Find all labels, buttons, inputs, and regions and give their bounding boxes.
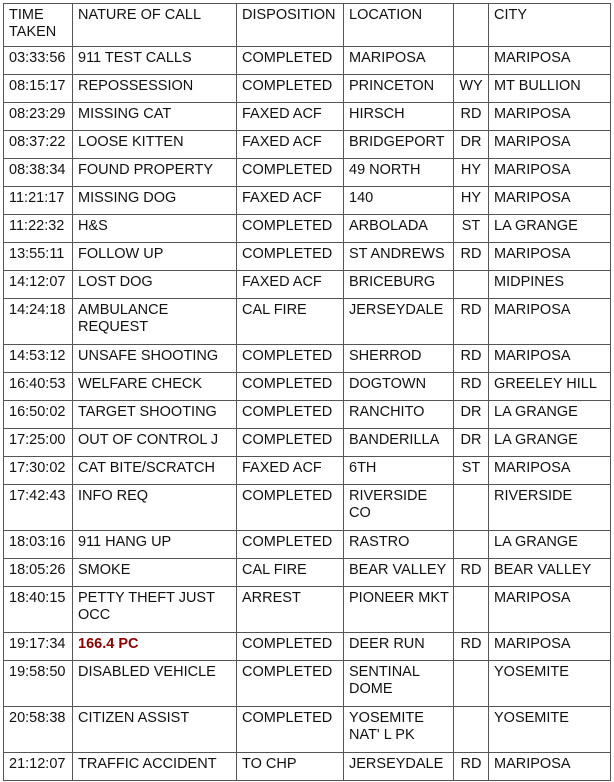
suffix-cell: RD (454, 633, 489, 661)
disposition-cell: COMPLETED (237, 707, 344, 753)
suffix-cell: RD (454, 345, 489, 373)
location-cell: BRICEBURG (344, 271, 454, 299)
nature-of-call-cell: AMBULANCE REQUEST (73, 299, 237, 345)
location-cell: PRINCETON (344, 75, 454, 103)
suffix-cell: DR (454, 401, 489, 429)
location-cell: HIRSCH (344, 103, 454, 131)
city-cell: YOSEMITE (489, 707, 611, 753)
disposition-cell: COMPLETED (237, 215, 344, 243)
disposition-cell: COMPLETED (237, 47, 344, 75)
table-row (4, 187, 611, 215)
nature-of-call-cell: LOST DOG (73, 271, 237, 299)
suffix-cell (454, 531, 489, 559)
time-cell: 19:17:34 (4, 633, 73, 661)
nature-of-call-cell: 911 TEST CALLS (73, 47, 237, 75)
disposition-cell: COMPLETED (237, 661, 344, 707)
suffix-cell (454, 47, 489, 75)
nature-of-call-cell: FOUND PROPERTY (73, 159, 237, 187)
location-cell: BANDERILLA (344, 429, 454, 457)
suffix-cell: RD (454, 103, 489, 131)
time-cell: 13:55:11 (4, 243, 73, 271)
city-cell: MT BULLION (489, 75, 611, 103)
nature-of-call-cell: TARGET SHOOTING (73, 401, 237, 429)
city-cell: MARIPOSA (489, 753, 611, 781)
nature-of-call-cell: INFO REQ (73, 485, 237, 531)
time-cell: 08:37:22 (4, 131, 73, 159)
time-cell: 11:22:32 (4, 215, 73, 243)
disposition-cell: COMPLETED (237, 401, 344, 429)
location-cell: ARBOLADA (344, 215, 454, 243)
city-cell: LA GRANGE (489, 401, 611, 429)
suffix-cell (454, 271, 489, 299)
disposition-cell: FAXED ACF (237, 187, 344, 215)
location-cell: RANCHITO (344, 401, 454, 429)
header-row (4, 4, 611, 47)
table-row (4, 75, 611, 103)
city-cell: MARIPOSA (489, 299, 611, 345)
location-cell: SENTINAL DOME (344, 661, 454, 707)
city-cell: MARIPOSA (489, 633, 611, 661)
city-cell: YOSEMITE (489, 661, 611, 707)
time-cell: 21:12:07 (4, 753, 73, 781)
disposition-cell: COMPLETED (237, 531, 344, 559)
time-cell: 08:15:17 (4, 75, 73, 103)
city-cell: MARIPOSA (489, 587, 611, 633)
city-cell: MIDPINES (489, 271, 611, 299)
header-disposition: DISPOSITION (237, 4, 344, 47)
disposition-cell: FAXED ACF (237, 271, 344, 299)
nature-of-call-cell: 911 HANG UP (73, 531, 237, 559)
location-cell: 6TH (344, 457, 454, 485)
time-cell: 08:23:29 (4, 103, 73, 131)
nature-of-call-cell: OUT OF CONTROL J (73, 429, 237, 457)
disposition-cell: FAXED ACF (237, 131, 344, 159)
nature-of-call-cell: UNSAFE SHOOTING (73, 345, 237, 373)
disposition-cell: COMPLETED (237, 373, 344, 401)
disposition-cell: COMPLETED (237, 345, 344, 373)
nature-of-call-cell: SMOKE (73, 559, 237, 587)
city-cell: BEAR VALLEY (489, 559, 611, 587)
time-cell: 16:40:53 (4, 373, 73, 401)
suffix-cell: DR (454, 131, 489, 159)
city-cell: LA GRANGE (489, 531, 611, 559)
header-city: CITY (489, 4, 611, 47)
time-cell: 18:05:26 (4, 559, 73, 587)
time-cell: 03:33:56 (4, 47, 73, 75)
city-cell: MARIPOSA (489, 345, 611, 373)
header-nature-of-call: NATURE OF CALL (73, 4, 237, 47)
table-row (4, 159, 611, 187)
disposition-cell: ARREST (237, 587, 344, 633)
table-row (4, 661, 611, 707)
table-row (4, 299, 611, 345)
disposition-cell: FAXED ACF (237, 103, 344, 131)
city-cell: MARIPOSA (489, 457, 611, 485)
location-cell: DOGTOWN (344, 373, 454, 401)
suffix-cell (454, 707, 489, 753)
disposition-cell: TO CHP (237, 753, 344, 781)
table-row (4, 457, 611, 485)
suffix-cell (454, 661, 489, 707)
location-cell: RASTRO (344, 531, 454, 559)
disposition-cell: COMPLETED (237, 159, 344, 187)
city-cell: RIVERSIDE (489, 485, 611, 531)
location-cell: BEAR VALLEY (344, 559, 454, 587)
time-cell: 14:24:18 (4, 299, 73, 345)
location-cell: 140 (344, 187, 454, 215)
city-cell: MARIPOSA (489, 47, 611, 75)
call-log-table (3, 3, 611, 781)
suffix-cell: ST (454, 215, 489, 243)
location-cell: ST ANDREWS (344, 243, 454, 271)
suffix-cell: RD (454, 299, 489, 345)
suffix-cell: DR (454, 429, 489, 457)
call-log-body (4, 4, 611, 781)
location-cell: SHERROD (344, 345, 454, 373)
time-cell: 18:40:15 (4, 587, 73, 633)
table-row (4, 633, 611, 661)
nature-of-call-cell: FOLLOW UP (73, 243, 237, 271)
suffix-cell: WY (454, 75, 489, 103)
header-time-taken: TIME TAKEN (4, 4, 73, 47)
nature-of-call-cell: TRAFFIC ACCIDENT (73, 753, 237, 781)
city-cell: LA GRANGE (489, 429, 611, 457)
nature-of-call-cell: 166.4 PC (73, 633, 237, 661)
header-location: LOCATION (344, 4, 454, 47)
nature-of-call-cell: MISSING CAT (73, 103, 237, 131)
table-row (4, 345, 611, 373)
table-row (4, 47, 611, 75)
location-cell: BRIDGEPORT (344, 131, 454, 159)
table-row (4, 373, 611, 401)
time-cell: 17:42:43 (4, 485, 73, 531)
disposition-cell: COMPLETED (237, 75, 344, 103)
table-row (4, 131, 611, 159)
time-cell: 18:03:16 (4, 531, 73, 559)
nature-of-call-cell: MISSING DOG (73, 187, 237, 215)
table-row (4, 243, 611, 271)
disposition-cell: CAL FIRE (237, 559, 344, 587)
nature-of-call-cell: DISABLED VEHICLE (73, 661, 237, 707)
location-cell: 49 NORTH (344, 159, 454, 187)
city-cell: LA GRANGE (489, 215, 611, 243)
table-row (4, 215, 611, 243)
city-cell: GREELEY HILL (489, 373, 611, 401)
nature-of-call-cell: CAT BITE/SCRATCH (73, 457, 237, 485)
nature-of-call-cell: PETTY THEFT JUST OCC (73, 587, 237, 633)
nature-of-call-cell: CITIZEN ASSIST (73, 707, 237, 753)
table-row (4, 559, 611, 587)
header-suffix (454, 4, 489, 47)
suffix-cell: RD (454, 559, 489, 587)
table-row (4, 485, 611, 531)
disposition-cell: COMPLETED (237, 485, 344, 531)
table-row (4, 707, 611, 753)
suffix-cell: RD (454, 373, 489, 401)
table-row (4, 401, 611, 429)
time-cell: 17:25:00 (4, 429, 73, 457)
suffix-cell: RD (454, 243, 489, 271)
time-cell: 19:58:50 (4, 661, 73, 707)
table-row (4, 753, 611, 781)
suffix-cell: ST (454, 457, 489, 485)
suffix-cell: HY (454, 187, 489, 215)
location-cell: PIONEER MKT (344, 587, 454, 633)
suffix-cell (454, 587, 489, 633)
time-cell: 11:21:17 (4, 187, 73, 215)
city-cell: MARIPOSA (489, 243, 611, 271)
location-cell: JERSEYDALE (344, 299, 454, 345)
time-cell: 14:12:07 (4, 271, 73, 299)
table-row (4, 429, 611, 457)
city-cell: MARIPOSA (489, 131, 611, 159)
suffix-cell: HY (454, 159, 489, 187)
nature-of-call-cell: REPOSSESSION (73, 75, 237, 103)
suffix-cell (454, 485, 489, 531)
location-cell: YOSEMITE NAT' L PK (344, 707, 454, 753)
nature-of-call-cell: WELFARE CHECK (73, 373, 237, 401)
suffix-cell: RD (454, 753, 489, 781)
time-cell: 08:38:34 (4, 159, 73, 187)
city-cell: MARIPOSA (489, 187, 611, 215)
location-cell: JERSEYDALE (344, 753, 454, 781)
disposition-cell: COMPLETED (237, 243, 344, 271)
table-row (4, 103, 611, 131)
time-cell: 16:50:02 (4, 401, 73, 429)
table-row (4, 271, 611, 299)
time-cell: 17:30:02 (4, 457, 73, 485)
nature-of-call-cell: LOOSE KITTEN (73, 131, 237, 159)
time-cell: 20:58:38 (4, 707, 73, 753)
nature-of-call-cell: H&S (73, 215, 237, 243)
disposition-cell: CAL FIRE (237, 299, 344, 345)
location-cell: MARIPOSA (344, 47, 454, 75)
disposition-cell: FAXED ACF (237, 457, 344, 485)
table-row (4, 531, 611, 559)
disposition-cell: COMPLETED (237, 633, 344, 661)
city-cell: MARIPOSA (489, 159, 611, 187)
location-cell: DEER RUN (344, 633, 454, 661)
disposition-cell: COMPLETED (237, 429, 344, 457)
location-cell: RIVERSIDE CO (344, 485, 454, 531)
table-row (4, 587, 611, 633)
time-cell: 14:53:12 (4, 345, 73, 373)
city-cell: MARIPOSA (489, 103, 611, 131)
